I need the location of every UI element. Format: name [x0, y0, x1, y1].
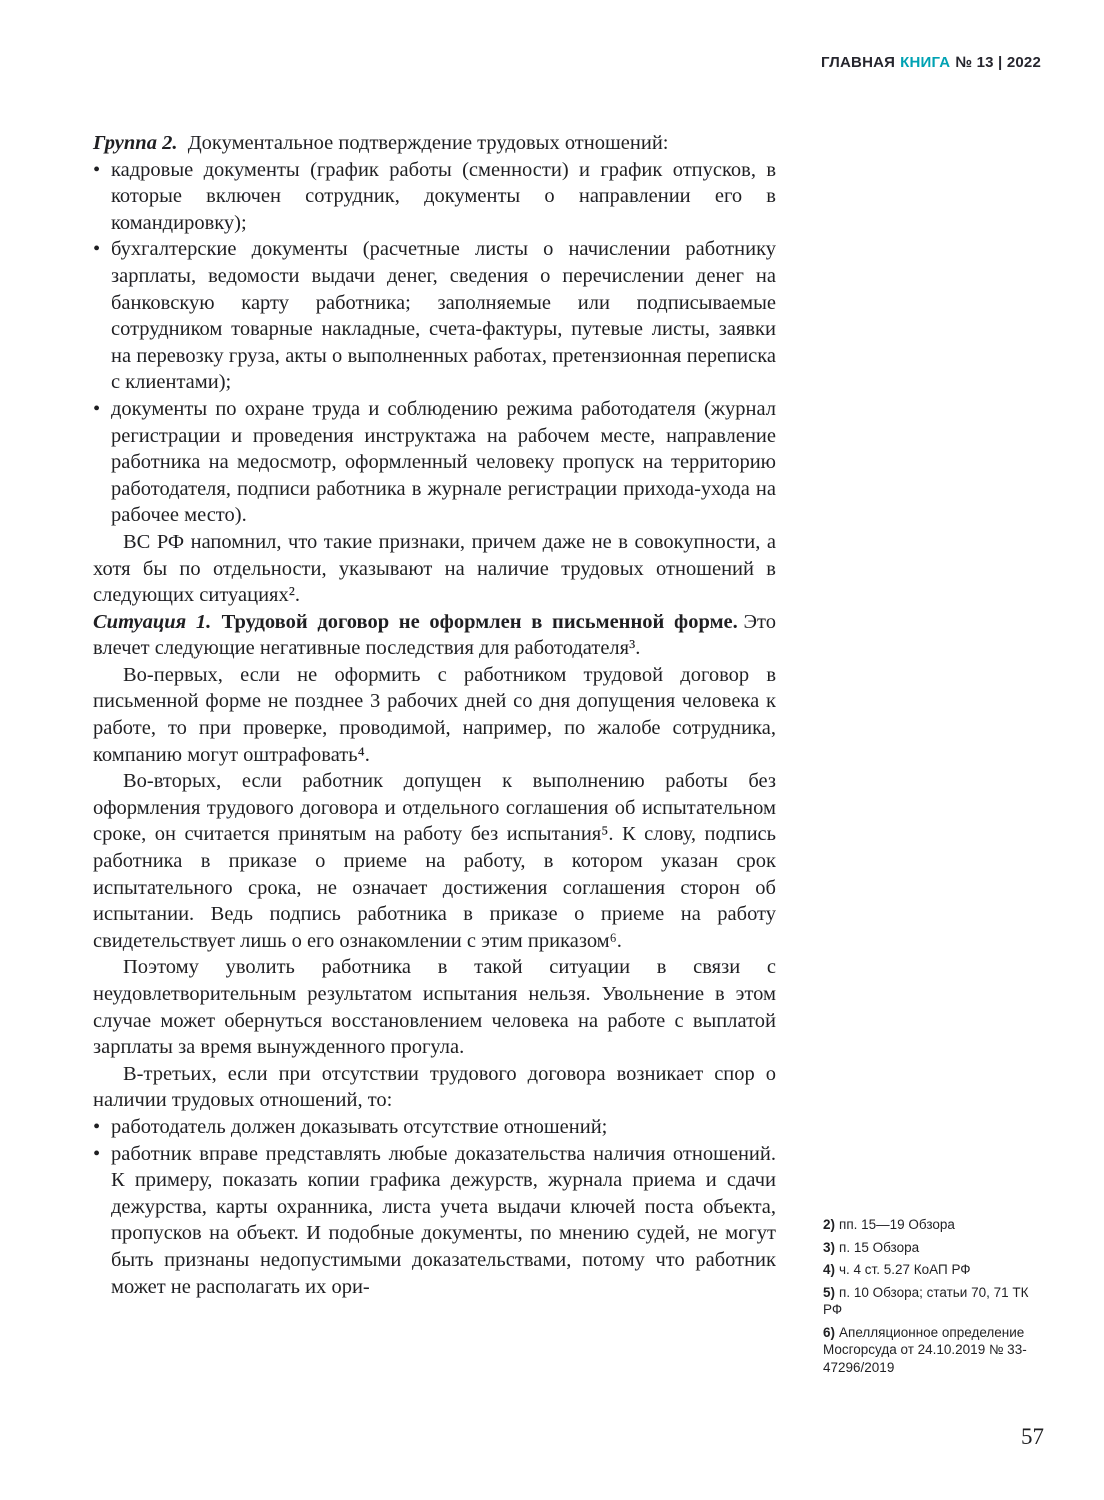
- main-text-column: [93, 130, 776, 1300]
- list-item: [93, 396, 776, 529]
- paragraph-vs-rf: ВС РФ напомнил, что такие признаки, причем даже не в совокупности, а хотя бы по отдельности, указывают на наличие трудовых отношений в следующих ситуациях².: [93, 530, 776, 607]
- group-heading: [93, 130, 776, 157]
- bullet-marker: •: [93, 1115, 101, 1138]
- footnote-text: п. 15 Обзора: [839, 1239, 920, 1255]
- bullet-text-accounting-documents: бухгалтерские документы (расчетные листы о начислении работнику зарплаты, ведомости выдачи денег, сведения о перечислении денег на банковскую карту работника; заполняемые или подписываемые сотрудником товарные накладные, счета-фактуры, путевые листы, заявки на перевозку груза, акты о выполненных работах, претензионная переписка с клиентами);: [111, 238, 776, 394]
- group-bullet-list: [93, 157, 776, 529]
- bullet-marker: •: [93, 1142, 101, 1165]
- footnote-item: [823, 1239, 1049, 1257]
- bullet-text-employee-evidence: работник вправе представлять любые доказательства наличия отношений. К примеру, показать копии графика дежурств, журнала приема и сдачи дежурства, карты охранника, листа учета выдачи ключей поста объекта, пропусков на объект. И подобные документы, по мнению судей, не могут быть признаны недопустимыми доказательствами, потому что работник может не располагать их ори-: [111, 1142, 776, 1298]
- situation-label: Ситуация 1.: [93, 610, 212, 633]
- magazine-title-dark: ГЛАВНАЯ: [820, 54, 896, 71]
- footnote-number: 3): [823, 1239, 836, 1255]
- footnote-number: 6): [823, 1324, 836, 1340]
- footnote-number: 2): [823, 1217, 836, 1232]
- bullet-text-safety-documents: документы по охране труда и соблюдению режима работодателя (журнал регистрации и проведения инструктажа на рабочем месте, направление работника на медосмотр, оформленный человеку пропуск на территорию работодателя, подписи работника в журнале регистрации прихода-ухода на рабочее место).: [111, 397, 776, 527]
- footnote-number: 4): [823, 1262, 836, 1277]
- issue-number: № 13 | 2022: [955, 54, 1041, 71]
- bullet-text-employer-burden: работодатель должен доказывать отсутствие отношений;: [111, 1115, 608, 1138]
- footnote-item: [823, 1324, 1049, 1377]
- footnotes-column: [823, 1216, 1049, 1381]
- group-heading-label: Группа 2.: [93, 132, 178, 154]
- situation-heading: [93, 609, 776, 662]
- footnote-number: 5): [823, 1284, 836, 1300]
- magazine-title-teal: КНИГА: [900, 54, 951, 71]
- bullet-marker: •: [93, 397, 101, 420]
- situation-intro-text: Это влечет следующие негативные последствия для работодателя³.: [93, 610, 776, 660]
- situation-bold-title: Трудовой договор не оформлен в письменной форме.: [221, 610, 738, 633]
- page-number: 57: [1021, 1424, 1044, 1449]
- footnote-item: [823, 1284, 1049, 1319]
- paragraph-therefore: Поэтому уволить работника в такой ситуации в связи с неудовлетворительным результатом испытания нельзя. Увольнение в этом случае может обернуться восстановлением человека на работе с выплатой зарплаты за время вынужденного прогула.: [93, 956, 776, 1059]
- list-item: [93, 1141, 776, 1301]
- group-heading-text: Документальное подтверждение трудовых отношений:: [187, 132, 669, 154]
- list-item: [93, 1114, 776, 1141]
- list-item: [93, 236, 776, 396]
- footnote-item: [823, 1261, 1049, 1279]
- footnote-text: Апелляционное определение Мосгорсуда от 24.10.2019 № 33-47296/2019: [823, 1324, 1027, 1375]
- paragraph-firstly: Во-первых, если не оформить с работником трудовой договор в письменной форме не позднее 3 рабочих дней со дня допущения человека к работе, то при проверке, проводимой, например, по жалобе сотрудника, компанию могут оштрафовать⁴.: [93, 663, 776, 766]
- paragraph-secondly: Во-вторых, если работник допущен к выполнению работы без оформления трудового договора и отдельного соглашения об испытательном сроке, он считается принятым на работу без испытания⁵. К слову, подпись работника в приказе о приеме на работу, в котором указан срок испытательного срока, не означает достижения соглашения сторон об испытании. Ведь подпись работника в приказе о приеме на работу свидетельствует лишь о его ознакомлении с этим приказом⁶.: [93, 770, 776, 952]
- paragraph-thirdly: В-третьих, если при отсутствии трудового договора возникает спор о наличии трудовых отношений, то:: [93, 1062, 776, 1112]
- dispute-bullet-list: [93, 1114, 776, 1300]
- footnote-item: [823, 1216, 1049, 1234]
- footnote-text: пп. 15—19 Обзора: [839, 1217, 955, 1232]
- bullet-text-hr-documents: кадровые документы (график работы (сменности) и график отпусков, в которые включен сотрудник, документы о направлении его в командировку);: [111, 158, 776, 234]
- bullet-marker: •: [93, 238, 101, 261]
- bullet-marker: •: [93, 158, 101, 181]
- footnote-text: п. 10 Обзора; статьи 70, 71 ТК РФ: [823, 1284, 1029, 1317]
- footnote-text: ч. 4 ст. 5.27 КоАП РФ: [839, 1262, 971, 1277]
- list-item: [93, 157, 776, 237]
- page-header: [821, 54, 1041, 71]
